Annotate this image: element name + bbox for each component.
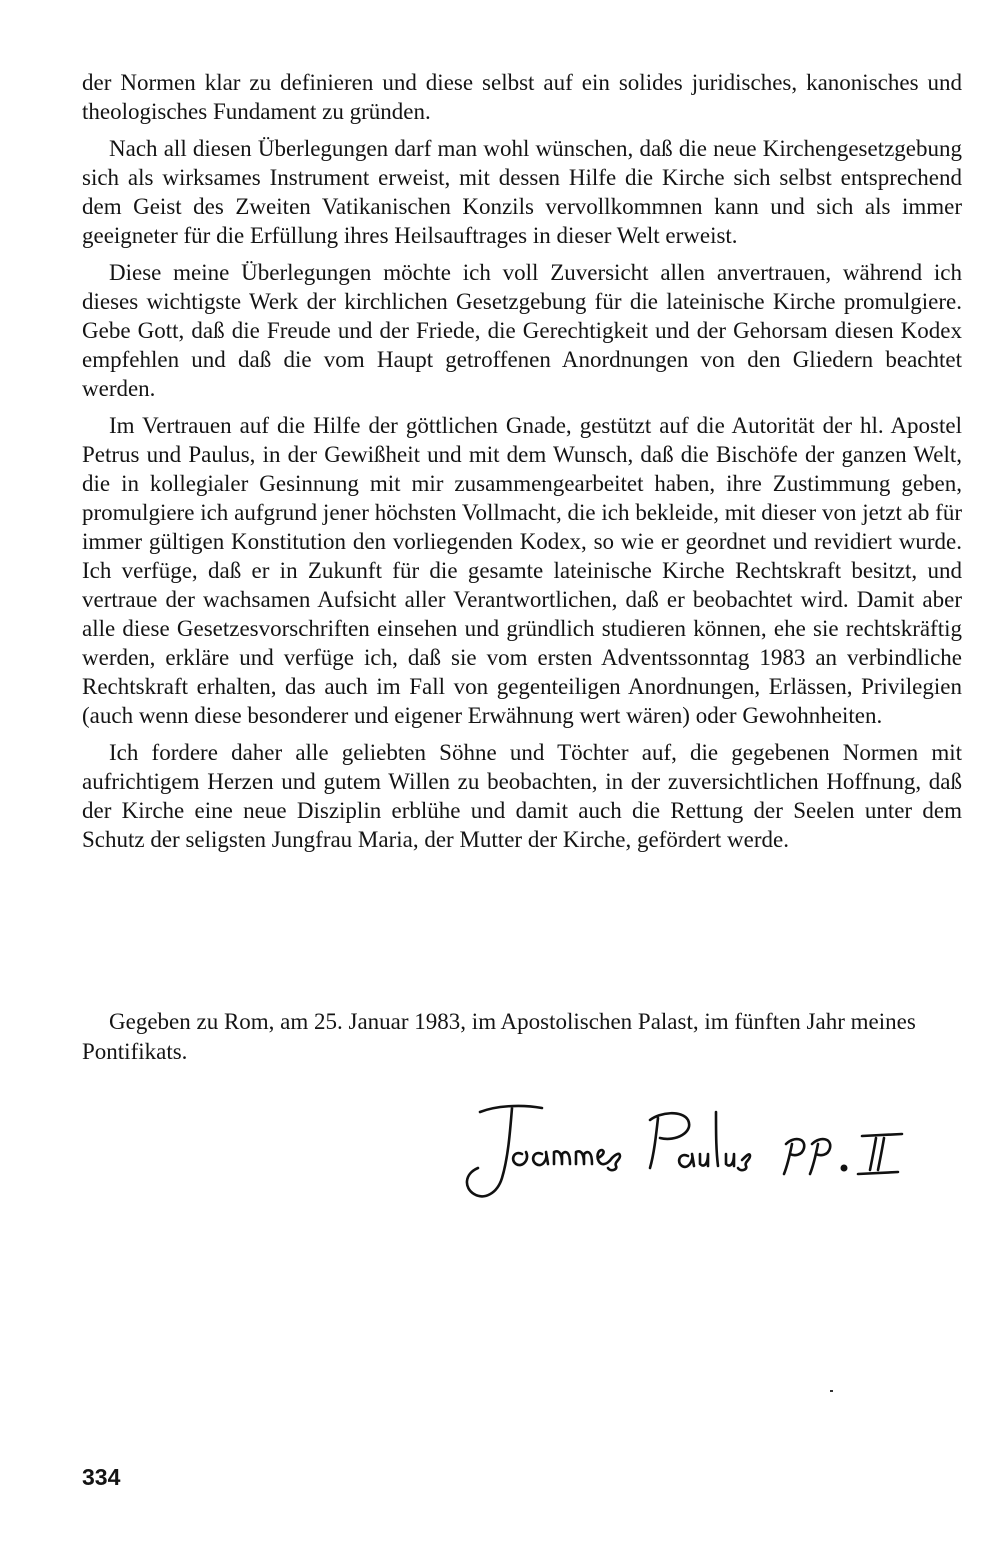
paragraph-5: Ich fordere daher alle geliebten Söhne und Töchter auf, die gegebenen Normen mit aufrichtigem Herzen und gutem Willen zu beobachten, in der zuversichtlichen Hoffnung, daß der Kirche eine neue Disziplin erblühe und damit auch die Rettung der Seelen unter dem Schutz der seligsten Jungfrau Maria, der Mutter der Kirche, gefördert werde. [82,740,962,852]
paragraph-4: Im Vertrauen auf die Hilfe der göttlichen Gnade, gestützt auf die Autorität der hl. Apostel Petrus und Paulus, in der Gewißheit und mit dem Wunsch, daß die Bischöfe der ganzen Welt, die in kollegialer Gesinnung mit mir zusammengearbeitet haben, ihre Zustimmung geben, promulgiere ich aufgrund jener höchsten Vollmacht, die ich bekleide, mit dieser von jetzt ab für immer gültigen Konstitution den vorliegenden Kodex, so wie er geordnet und revidiert wurde. Ich verfüge, daß er in Zukunft für die gesamte lateinische Kirche Rechtskraft besitzt, und vertraue der wachsamen Aufsicht aller Verantwortlichen, daß er beobachtet wird. Damit aber alle diese Gesetzesvorschriften einsehen und gründlich studieren können, ehe sie rechtskräftig werden, erkläre und verfüge ich, daß sie vom ersten Adventssonntag 1983 an verbindliche Rechtskraft erhalten, das auch im Fall von gegenteiligen Anordnungen, Erlässen, Privilegien (auch wenn diese besonderer und eigener Erwähnung wert wären) oder Gewohnheiten. [82,413,962,728]
paragraph-3: Diese meine Überlegungen möchte ich voll Zuversicht allen anvertrauen, während ich dieses wichtigste Werk der kirchlichen Gesetzgebung für die lateinische Kirche promulgiere. Gebe Gott, daß die Freude und der Friede, die Gerechtigkeit und der Gehorsam diesen Kodex empfehlen und daß die vom Haupt getroffenen Anordnungen von den Gliedern beachtet werden. [82,260,962,401]
handwritten-signature [450,1098,960,1208]
paragraph-1: der Normen klar zu definieren und diese selbst auf ein solides juridisches, kanonisches und theologisches Fundament zu gründen. [82,70,962,124]
stray-dot [830,1390,833,1392]
given-statement: Gegeben zu Rom, am 25. Januar 1983, im Apostolischen Palast, im fünften Jahr meines Pontifikats. [82,1009,916,1064]
page-number: 334 [82,1464,121,1490]
paragraph-2: Nach all diesen Überlegungen darf man wohl wünschen, daß die neue Kirchengesetzgebung sich als wirksames Instrument erweist, mit dessen Hilfe die Kirche sich selbst entsprechend dem Geist des Zweiten Vatikanischen Konzils vervollkommnen kann und sich als immer geeigneter für die Erfüllung ihres Heilsauftrages in dieser Welt erweist. [82,136,962,248]
document-body [82,68,962,862]
